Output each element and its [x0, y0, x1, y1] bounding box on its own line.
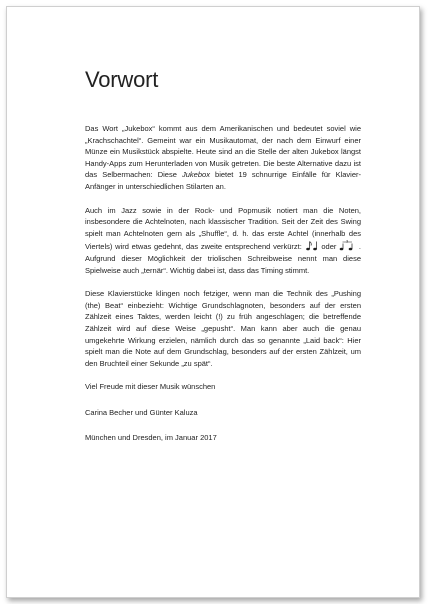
document-page: [6, 6, 420, 598]
p1-emphasis: Jukebox: [182, 170, 210, 180]
triplet-notation-icon: [339, 239, 356, 251]
place-and-date: München und Dresden, im Januar 2017: [85, 433, 217, 443]
p2-text-a: Auch im Jazz sowie in der Rock- und Popmusik notiert man die Noten, insbesondere die Achtelnoten, nach klassischer Tradition. Seit der Zeit des Swing spielt man Achtelnoten gern als „Shuffle“, d. h. das erste Achtel (innerhalb des Viertels) wird etwas gedehnt, das zweite entsprechend verkürzt:: [85, 205, 361, 252]
paragraph-pushing-beat: Diese Klavierstücke klingen noch fetziger, wenn man die Technik des „Pushing (the) Beat“ einbezieht: Wichtige Grundschlagnoten, besonders auf der ersten Zählzeit eines Taktes, werden leicht (!) zu früh angeschlagen; die betreffende Zählzeit wird auf diese Weise „gepusht“. Man kann aber auch die genau umgekehrte Wirkung erzielen, nämlich durch das so genannte „Laid back“: Hier spielt man die Note auf dem Grundschlag, besonders auf der ersten Zählzeit, um den Bruchteil einer Sekunde „zu spät“.: [85, 289, 361, 368]
p1-text-b: bietet 19 schnurrige Einfälle für Klavier-Anfänger in unterschiedlichen Stilarten an.: [85, 170, 362, 191]
p2-or: oder: [318, 242, 340, 252]
closing-wish: Viel Freude mit dieser Musik wünschen: [85, 382, 216, 392]
foreword-body: [85, 123, 361, 458]
paragraph-jukebox: [85, 123, 361, 193]
p1-text-a: Das Wort „Jukebox“ kommt aus dem Amerikanischen und bedeutet soviel wie „Krachschachtel“. Gemeint war ein Musikautomat, der nach dem Einwurf einer Münze ein Musikstück abspielte. Heute sind an die Stelle der alten Jukebox längst Handy-Apps zum Herunterladen von Musik getreten. Die beste Alternative dazu ist das Selbermachen: Diese: [85, 124, 361, 180]
p2-text-b: . Aufgrund dieser Möglichkeit der triolischen Schreibweise nennt man diese Spielweise auch „ternär“. Wichtig dabei ist, dass das Timing stimmt.: [85, 242, 361, 275]
triplet-number: 3: [346, 239, 349, 244]
shuffle-notation-icon: [305, 240, 319, 251]
paragraph-shuffle: [85, 205, 361, 277]
author-names: Carina Becher und Günter Kaluza: [85, 407, 198, 417]
page-title: Vorwort: [85, 67, 159, 92]
